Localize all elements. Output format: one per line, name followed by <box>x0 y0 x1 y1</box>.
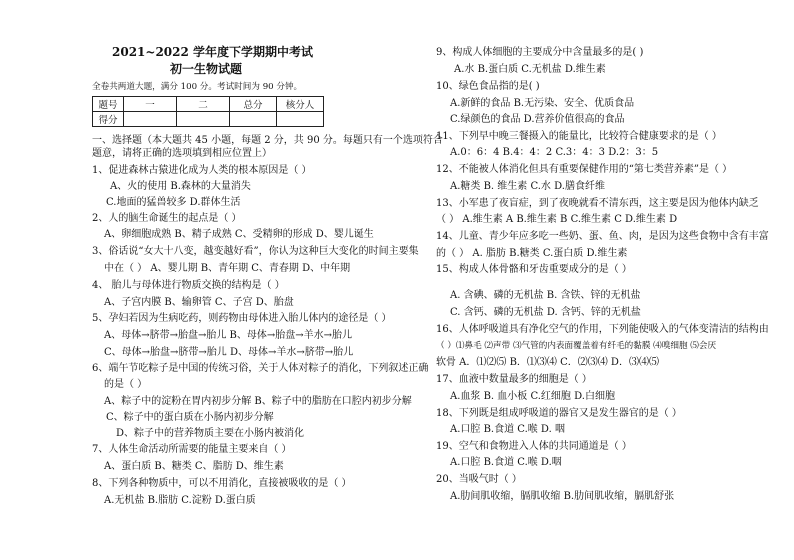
question-options: 的（ ） A. 脂肪 B.糖类 C.蛋白质 D.维生素 <box>436 248 628 259</box>
section-heading: 一、选择题（本大题共 45 小题，每题 2 分，共 90 分。每题只有一个选项符合 <box>92 135 443 146</box>
question-stem-cont: 中在（ ） A、婴儿期 B、青年期 C、青春期 D、中年期 <box>104 263 351 274</box>
question-stem: 12、不能被人体消化但具有重要保健作用的“第七类营养素”是（ ） <box>436 164 733 175</box>
score-row-label: 得分 <box>93 112 124 127</box>
score-header-cell: 二 <box>177 97 230 112</box>
score-header-cell: 总分 <box>230 97 277 112</box>
score-table <box>92 96 324 127</box>
question-stem: 5、孕妇若因为生病吃药，则药物由母体进入胎儿体内的途径是（ ） <box>92 313 392 324</box>
question-stem: 13、小军患了夜盲症，到了夜晚就看不清东西，这主要是因为他体内缺乏 <box>436 198 759 209</box>
question-options: A、子宫内膜 B、输卵管 C、子宫 D、胎盘 <box>104 297 294 308</box>
question-stem: 16、人体呼吸道具有净化空气的作用，下列能使吸入的气体变清洁的结构由 <box>436 324 769 335</box>
question-options: A.肋间肌收缩，膈肌收缩 B.肋间肌收缩，膈肌舒张 <box>450 491 675 502</box>
question-options: A、卵细胞成熟 B、精子成熟 C、受精卵的形成 D、婴儿诞生 <box>104 229 374 240</box>
question-options: C、粽子中的蛋白质在小肠内初步分解 <box>106 412 274 423</box>
question-stem-cont: （ ）⑴鼻毛 ⑵声带 ⑶气管的内表面覆盖着有纤毛的黏膜 ⑷嗅细胞 ⑸会厌 <box>436 341 717 351</box>
score-table-header-row <box>93 97 324 112</box>
question-options: C. 含钙、磷的无机盐 D. 含钙、锌的无机盐 <box>450 307 641 318</box>
score-header-cell: 一 <box>124 97 177 112</box>
question-options: A、火的使用 B.森林的大量消失 <box>110 181 251 192</box>
question-stem: 7、人体生命活动所需要的能量主要来自（ ） <box>92 444 292 455</box>
question-options: A、粽子中的淀粉在胃内初步分解 B、粽子中的脂肪在口腔内初步分解 <box>104 396 412 407</box>
question-options: 软骨 A．⑴⑵⑸ B．⑴⑶⑷ C．⑵⑶⑷ D．⑶⑷⑸ <box>436 357 659 368</box>
question-stem: 1、促进森林古猿进化成为人类的根本原因是（ ） <box>92 165 312 176</box>
score-cell[interactable] <box>277 112 324 127</box>
score-header-cell: 核分人 <box>277 97 324 112</box>
score-table-score-row <box>93 112 324 127</box>
section-heading-cont: 题意，请将正确的选项填到相应位置上） <box>92 148 272 159</box>
exam-note: 全卷共两道大题，满分 100 分。考试时间为 90 分钟。 <box>92 82 303 92</box>
score-header-cell: 题号 <box>93 97 124 112</box>
question-options: A.水 B.蛋白质 C.无机盐 D.维生素 <box>454 64 606 75</box>
question-stem-cont: 的是（ ） <box>104 379 148 390</box>
question-options: A.口腔 B.食道 C.喉 D. 咽 <box>450 424 565 435</box>
question-options: A.血浆 B. 血小板 C.红细胞 D.白细胞 <box>450 391 615 402</box>
question-stem: 17、血液中数量最多的细胞是（ ） <box>436 374 592 385</box>
question-stem: 4、 胎儿与母体进行物质交换的结构是（ ） <box>92 280 285 291</box>
question-options: A.0：6：4 B.4：4：2 C.3：4：3 D.2：3：5 <box>450 147 659 158</box>
question-options: C、母体→胎盘→脐带→胎儿 D、母体→羊水→脐带→胎儿 <box>104 347 354 358</box>
question-options: A. 含碘、磷的无机盐 B. 含铁、锌的无机盐 <box>450 290 641 301</box>
score-cell[interactable] <box>124 112 177 127</box>
question-stem: 8、下列各种物质中，可以不用消化，直接被吸收的是（ ） <box>92 478 352 489</box>
question-options: A.无机盐 B.脂肪 C.淀粉 D.蛋白质 <box>104 495 256 506</box>
question-stem: 6、端午节吃粽子是中国的传统习俗，关于人体对粽子的消化，下列叙述正确 <box>92 363 429 374</box>
question-options: C.绿颜色的食品 D.营养价值很高的食品 <box>450 114 625 125</box>
score-cell[interactable] <box>230 112 277 127</box>
question-options: A、蛋白质 B、糖类 C、脂肪 D、维生素 <box>104 461 284 472</box>
question-options: C.地面的猛兽较多 D.群体生活 <box>106 197 241 208</box>
question-stem: 20、当吸气时（ ） <box>436 474 522 485</box>
question-options: A.口腔 B.食道 C.喉 D.咽 <box>450 457 562 468</box>
question-stem: 15、构成人体骨骼和牙齿重要成分的是（ ） <box>436 264 632 275</box>
question-stem: 2、人的脑生命诞生的起点是（ ） <box>92 213 242 224</box>
question-options: A.糖类 B. 维生素 C.水 D.膳食纤维 <box>450 181 605 192</box>
question-options: （ ） A.维生素 A B.维生素 B C.维生素 C D.维生素 D <box>436 214 678 225</box>
question-stem: 9、构成人体细胞的主要成分中含量最多的是( ) <box>436 47 644 58</box>
question-options: A、母体→脐带→胎盘→胎儿 B、母体→胎盘→羊水→胎儿 <box>104 330 353 341</box>
question-stem: 14、儿童、青少年应多吃一些奶、蛋、鱼、肉，是因为这些食物中含有丰富 <box>436 231 769 242</box>
score-cell[interactable] <box>177 112 230 127</box>
question-stem: 11、下列早中晚三餐摄入的能量比，比较符合健康要求的是（ ） <box>436 131 722 142</box>
question-options: A.新鲜的食品 B.无污染、安全、优质食品 <box>450 98 635 109</box>
exam-title: 2021~2022 学年度下学期期中考试 <box>112 45 314 59</box>
question-stem: 19、空气和食物进入人体的共同通道是（ ） <box>436 441 632 452</box>
question-options: D、粽子中的营养物质主要在小肠内被消化 <box>116 428 305 439</box>
question-stem: 18、下列既是组成呼吸道的器官又是发生器官的是（ ） <box>436 408 682 419</box>
question-stem: 3、俗话说“女大十八变，越变越好看”，你认为这种巨大变化的时间主要集 <box>92 246 419 257</box>
question-stem: 10、绿色食品指的是( ) <box>436 81 540 92</box>
exam-subtitle: 初一生物试题 <box>170 62 243 76</box>
